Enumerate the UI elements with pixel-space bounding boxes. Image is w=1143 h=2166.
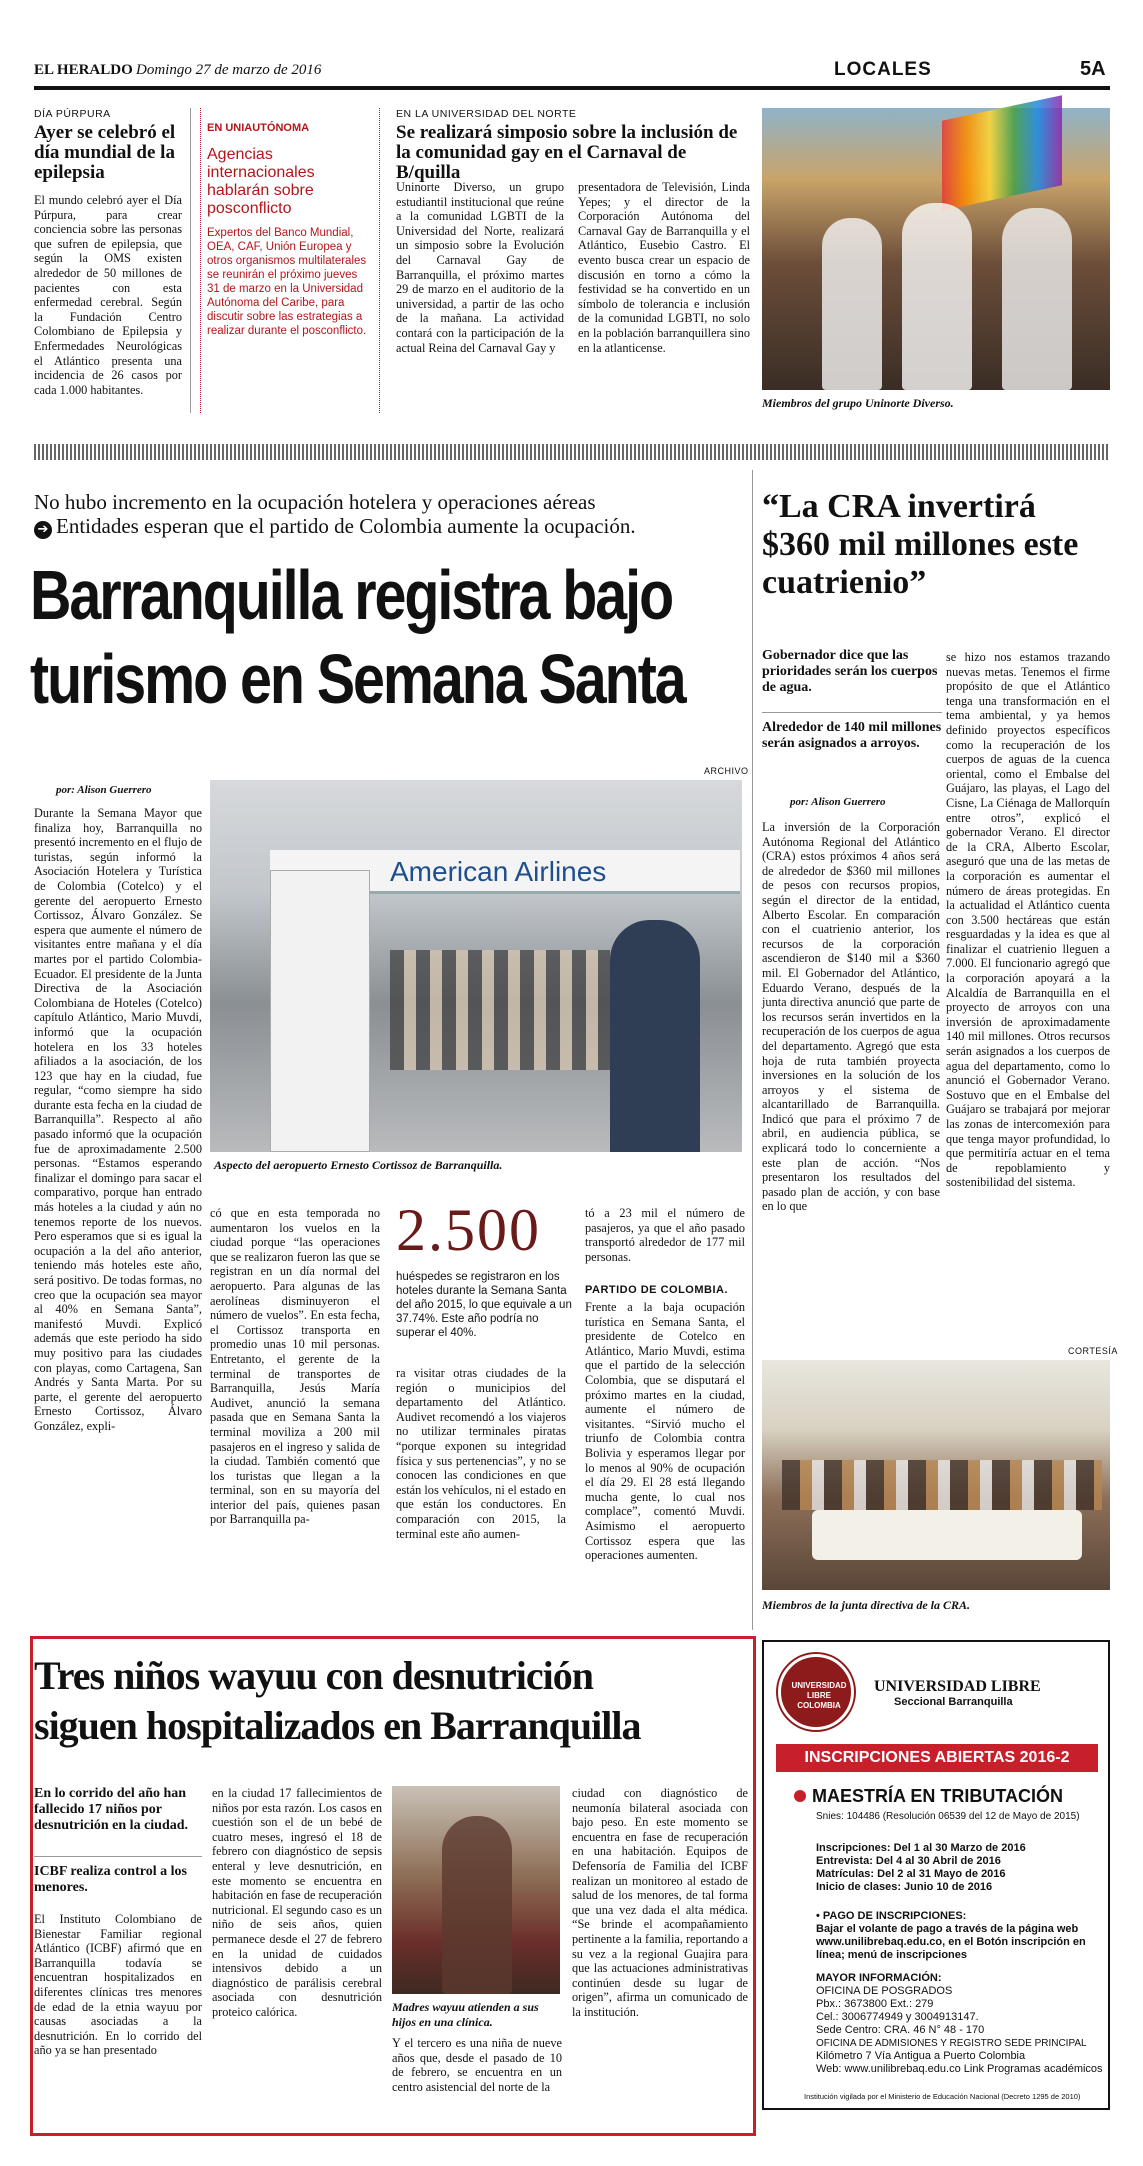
wayuu-col2: en la ciudad 17 fallecimientos de niños por esta razón. Los casos en cuestión son el de un bebé de cuatro meses, ingresó el 18 de febrero con diagnóstico de sepsis enteral y leve desnutrición, en este momento se encuentra en habitación en fase de recuperación nutricional. El segundo caso es un niño de seis años, quien permanece desde el 27 de febrero en la unidad de cuidados intensivos debido a un diagnóstico de parálisis cerebral asociada con desnutrición proteico calórica.	[212, 1786, 383, 2019]
cra-col1: La inversión de la Corporación Autónoma Regional del Atlántico (CRA) estos próximos 4 años será de alrededor de $360 mil millones de pesos con recursos propios, según el director de la entidad, Alberto Escolar. En comparación con el cuatrienio anterior, los recursos de la corporación ascendieron de $140 mil a $360 mil. El Gobernador del Atlántico, Eduardo Verano, después de la junta directiva anunció que parte de los recursos serán invertidos en la recuperación de los cuerpos de agua del departamento. Agregó que esta hoja de ruta también proyecta inversiones en la solución de los arroyos y el sistema de alcantarillado de Barranquilla. Indicó que para el próximo 7 de abril, en audiencia pública, se explicará todo lo concerniente a este plan de acción. “Nos presentaron los resultados del pasado plan de acción, y con base en lo que	[762, 820, 940, 1214]
ad-footer: Institución vigilada por el Ministerio de Educación Nacional (Decreto 1295 de 2010)	[804, 2092, 1081, 2101]
ad-program	[794, 1786, 1063, 1807]
tourism-photo-credit: ARCHIVO	[704, 766, 749, 776]
ad-info-line: OFICINA DE ADMISIONES Y REGISTRO SEDE PRINCIPAL	[816, 2038, 1087, 2049]
ad-entrevista: Entrevista: Del 4 al 30 Abril de 2016	[816, 1855, 1001, 1867]
ad-info-line: Cel.: 3006774949 y 3004913147.	[816, 2011, 979, 2023]
arrow-right-icon: ➔	[34, 521, 52, 539]
paper-name: EL HERALDO	[34, 62, 133, 78]
epilepsy-kicker: DÍA PÚRPURA	[34, 108, 111, 120]
wayuu-photo	[392, 1786, 560, 1994]
ad-banner: INSCRIPCIONES ABIERTAS 2016-2	[776, 1744, 1098, 1772]
masthead	[34, 58, 1110, 86]
tourism-col1: Durante la Semana Mayor que finaliza hoy, Barranquilla no presentó incremento en el flujo de turistas, según informó la Asociación Hotelera y Turística de Colombia (Cotelco) y el gerente del aeropuerto Ernesto Cortissoz, Álvaro González. Se espera que aumente el número de visitantes entre mañana y el día martes por el partido Colombia- Ecuador. El presidente de la Junta Directiva de la Asociación Colombiana de Hoteles (Cotelco) capítulo Atlántico, Mario Muvdi, informó que la ocupación hotelera en los 33 hoteles afiliados a la asociación, de los 123 que hay en la ciudad, fue regular, “como siempre ha sido durante esta fecha en la ciudad de Barranquilla”. Respecto al año pasado informó que la ocupación fue de aproximadamente 2.500 personas. “Estamos esperando finalizar el domingo para sacar el comparativo, porque han entrado más hoteles a la ciudad y aún no tenemos reporte de los nuevos. Pero esperamos que si es igual la ocupación a la del año anterior, teniendo más hoteles este año, será positivo. De todas formas, no creo que la ocupación sea mayor al 40% en Semana Santa”, manifestó Muvdi. Explicó además que este periodo ha sido muy positivo para las ciudades con playas, como Cartagena, San Andrés y Santa Marta. Por su parte, el gerente del aeropuerto Ernesto Cortissoz, Álvaro González, expli-	[34, 806, 202, 1433]
tourism-headline-1: Barranquilla registra bajo	[30, 556, 673, 634]
cra-byline: por: Alison Guerrero	[790, 796, 886, 808]
ad-info-title: MAYOR INFORMACIÓN:	[816, 1972, 942, 1984]
cra-sub2: Alrededor de 140 mil millones serán asignados a arroyos.	[762, 720, 942, 751]
ad-info-line: OFICINA DE POSGRADOS	[816, 1985, 953, 1997]
person-silhouette	[902, 203, 972, 390]
airport-photo	[210, 780, 742, 1152]
info-panel	[270, 870, 370, 1152]
ad-info-line: Sede Centro: CRA. 46 N° 48 - 170	[816, 2024, 985, 2036]
section-name: LOCALES	[834, 59, 932, 80]
rainbow-flag	[942, 95, 1062, 211]
airline-sign-text: American Airlines	[390, 856, 607, 887]
traveler-silhouette	[610, 920, 700, 1152]
simposio-col2: presentadora de Televisión, Linda Yepes; y el director de la Corporación Autónoma del Carnaval Gay de Barranquilla y el Atlántico, Eusebio Castro. El evento busca crear un espacio de discusión en torno a cómo la festividad se ha convertido en un símbolo de tolerancia e inclusión de la comunidad LGBTI, no solo en la población barranquillera sino en la atlanticense.	[578, 180, 750, 355]
tourism-headline-2: turismo en Semana Santa	[30, 640, 685, 718]
cra-headline: “La CRA invertirá $360 mil millones este cuatrienio”	[762, 488, 1079, 601]
ad-inscripciones: Inscripciones: Del 1 al 30 Marzo de 2016	[816, 1842, 1026, 1854]
deck-text-2: Entidades esperan que el partido de Colombia aumente la ocupación.	[56, 514, 636, 538]
attendees	[782, 1460, 1102, 1510]
tourism-col2: có que en esta temporada no aumentaron los vuelos en la ciudad porque “las operaciones que se realizaron fueron las que se registran en un día normal del aeropuerto. Para algunas de las aerolíneas disminuyeron el número de vuelos”. En esta fecha, el Cortissoz transporta en promedio unas 10 mil personas. Entretanto, el gerente de la terminal de transportes de Barranquilla, Jesús María Audivet, anunció la semana pasada que en Semana Santa la terminal moviliza a 200 mil pasajeros en el ingreso y salida de la ciudad. También comentó que los turistas que llegan a la terminal, son en su mayoría del interior del país, quienes pasan por Barranquilla pa-	[210, 1206, 380, 1527]
agencies-title: Agencias internacionales hablarán sobre posconflicto	[207, 146, 315, 217]
ad-info-line: Kilómetro 7 Vía Antigua a Puerto Colombia	[816, 2050, 1026, 2062]
simposio-col1: Uninorte Diverso, un grupo estudiantil institucional que reúne a la comunidad LGBTI de la Universidad del Norte, realizará un simposio sobre la Evolución del Carnaval Gay de Barranquilla, el próximo martes 29 de marzo en el auditorio de la universidad, a partir de las ocho de la mañana. La actividad contará con la participación de la actual Reina del Carnaval Gay y	[396, 180, 564, 355]
epilepsy-body: El mundo celebró ayer el Día Púrpura, para crear conciencia sobre las personas que sufren de epilepsia, que según la OMS existen alrededor de 50 millones de pacientes con esta enfermedad cerebral. Según la Fundación Centro Colombiano de Epilepsia y Enfermedades Neurológicas el Atlántico presenta una incidencia de 26 casos por cada 1.000 habitantes.	[34, 193, 182, 397]
sub-rule	[34, 1856, 202, 1857]
tourism-byline: por: Alison Guerrero	[56, 784, 152, 796]
person-silhouette	[822, 218, 882, 390]
queue-people	[390, 950, 610, 1070]
mother-silhouette	[442, 1816, 512, 1994]
section-divider	[34, 444, 1110, 460]
person-silhouette	[1002, 208, 1072, 390]
program-name: MAESTRÍA EN TRIBUTACIÓN	[812, 1786, 1063, 1806]
sub-rule	[762, 712, 942, 713]
cra-photo	[762, 1360, 1110, 1590]
tourism-col4: tó a 23 mil el número de pasajeros, ya que el año pasado transportó alrededor de 177 mil personas.	[585, 1206, 745, 1264]
meeting-table	[812, 1510, 1082, 1560]
wayuu-col3: Y el tercero es una niña de nueve años que, desde el pasado de 10 de febrero, se encuentra en un centro asistencial del norte de la	[392, 2036, 562, 2094]
big-number: 2.500	[396, 1197, 541, 1263]
ad-info-line: Pbx.: 3673800 Ext.: 279	[816, 1998, 934, 2010]
wayuu-col4: ciudad con diagnóstico de neumonía bilateral asociada con bajo peso. En este momento se encuentra en fase de recuperación en una habitación. Equipos de Defensoría de Familia del ICBF realizan un monitoreo al estado de salud de los menores, de tal forma que una vez dada el alta médica. “Se brinde el acompañamiento pertinente a la familia, reportando a su vez a la regional Guajira para que las actuaciones administrativas continúen desde su lugar de origen”, afirma un comunicado de la institución.	[572, 1786, 748, 2019]
tourism-subhead: PARTIDO DE COLOMBIA.	[585, 1284, 729, 1296]
issue-date: Domingo 27 de marzo de 2016	[136, 62, 322, 78]
cra-sub1: Gobernador dice que las prioridades serán los cuerpos de agua.	[762, 648, 938, 695]
wayuu-caption: Madres wayuu atienden a sus hijos en una clínica.	[392, 2000, 539, 2029]
ad-inicio: Inicio de clases: Junio 10 de 2016	[816, 1881, 993, 1893]
university-name: UNIVERSIDAD LIBRE	[874, 1678, 1041, 1695]
wayuu-headline-1: Tres niños wayuu con desnutrición	[34, 1653, 593, 1698]
university-seal	[778, 1654, 854, 1730]
epilepsy-headline: Ayer se celebró el día mundial de la epilepsia	[34, 122, 176, 183]
tourism-col4b: Frente a la baja ocupación turística en Semana Santa, el presidente de Cotelco en Atlántico, Mario Muvdi, estima que el partido de la selección Colombia, que se disputará el próximo martes en la ciudad, aumente el número de visitantes. “Sirvió mucho el triunfo de Colombia contra Bolivia y esperamos llegar por lo menos al 90% de ocupación el día 29. El 28 está llegando mucha gente, lo cual nos complace”, comentó Muvdi. Asimismo el aeropuerto Cortissoz espera que las operaciones aumenten.	[585, 1300, 745, 1563]
page-number: 5A	[1080, 58, 1106, 80]
column-rule	[190, 108, 191, 413]
wayuu-sub1: En lo corrido del año han fallecido 17 niños por desnutrición en la ciudad.	[34, 1786, 189, 1833]
big-number-text: huéspedes se registraron en los hoteles durante la Semana Santa del año 2015, lo que equivale a un 37.74%. Este año podría no superar el 40%.	[396, 1271, 572, 1339]
simposio-story	[396, 108, 752, 355]
wayuu-sub2: ICBF realiza control a los menores.	[34, 1864, 187, 1895]
cra-col2: se hizo nos estamos trazando nuevas metas. Tenemos el firme propósito de que el Atlántico tenga una transformación en el tema ambiental, y ya hemos definido proyectos específicos como la recuperación de los cuerpos de aguas de la cuenca oriental, como el Embalse del Guájaro, las playas, el Lago del Cisne, La Ciénaga de Mallorquín entre otros”, explicó el gobernador Verano. El director de la CRA, Alberto Escolar, aseguró que una de las metas de la corporación es aumentar el número de áreas protegidas. En la actualidad el Atlántico cuenta con 3.500 hectáreas que están resguardadas y la idea es que al finalizar el cuatrienio lleguen a 7.000. El funcionario agregó que la corporación apoyará a la Alcaldía de Barranquilla en el proyecto de arroyos con una inversión de aproximadamente 140 mil millones. Otros recursos serán asignados a los cuerpos de agua del departamento, como lo anunció el Gobernador Verano. Sostuvo que en el Embalse del Guájaro se trabajará por mejorar las zonas de intercomexión para que tenga mayor profundidad, lo que permitiría actuar en el tema de repoblamiento y sostenibilidad del sistema.	[946, 650, 1110, 1190]
cra-caption: Miembros de la junta directiva de la CRA.	[762, 1598, 971, 1612]
agencies-body: Expertos del Banco Mundial, OEA, CAF, Unión Europea y otros organismos multilaterales se reunirán el próximo jueves 31 de marzo en la Universidad Autónoma del Caribe, para discutir sobre las estrategias a realizar durante el posconflicto.	[207, 227, 367, 337]
deck-line-2	[34, 514, 754, 539]
simposio-kicker: EN LA UNIVERSIDAD DEL NORTE	[396, 108, 577, 120]
university-sede: Seccional Barranquilla	[894, 1696, 1013, 1708]
bullet-icon	[794, 1790, 806, 1802]
ad-snies: Snies: 104486 (Resolución 06539 del 12 de Mayo de 2015)	[816, 1811, 1080, 1822]
simposio-headline: Se realizará simposio sobre la inclusión de la comunidad gay en el Carnaval de B/quilla	[396, 122, 738, 183]
ad-pago-text[interactable]: Bajar el volante de pago a través de la página web www.unilibrebaq.edu.co, en el Botón inscripción en línea; menú de inscripciones	[816, 1923, 1086, 1961]
agencies-box	[200, 108, 380, 413]
tourism-col3: ra visitar otras ciudades de la región o municipios del departamento del Atlántico. Audivet recomendó a los viajeros no utilizar terminales piratas “porque exponen su integridad física y sus pertenencias”, y no se conocen las condiciones en que están los vehículos, ni el estado en que están los conductores. En comparación con 2015, la terminal este año aumen-	[396, 1366, 566, 1541]
seal-text: UNIVERSIDAD LIBRE COLOMBIA	[791, 1681, 847, 1710]
tourism-deck	[34, 490, 754, 539]
column-rule	[752, 470, 753, 1630]
uninorte-caption: Miembros del grupo Uninorte Diverso.	[762, 396, 954, 410]
ad-pago-title: • PAGO DE INSCRIPCIONES:	[816, 1910, 967, 1922]
uninorte-photo	[762, 108, 1110, 390]
deck-line-1: No hubo incremento en la ocupación hotelera y operaciones aéreas	[34, 490, 596, 514]
airport-caption: Aspecto del aeropuerto Ernesto Cortissoz de Barranquilla.	[214, 1158, 503, 1172]
epilepsy-story	[34, 108, 182, 397]
ad-matriculas: Matrículas: Del 2 al 31 Mayo de 2016	[816, 1868, 1006, 1880]
agencies-label: EN UNIAUTÓNOMA	[207, 122, 310, 134]
cra-photo-credit: CORTESÍA	[1068, 1346, 1118, 1356]
university-ad	[762, 1640, 1110, 2110]
ad-info-line[interactable]: Web: www.unilibrebaq.edu.co Link Programas académicos	[816, 2063, 1103, 2075]
wayuu-col1: El Instituto Colombiano de Bienestar Familiar regional Atlántico (ICBF) afirmó que en Barranquilla todavía se encuentran hospitalizados en diferentes clínicas tres menores de edad de la etnia wayuu por causas asociadas a la desnutrición. En lo corrido del año ya se han presentado	[34, 1912, 202, 2058]
wayuu-headline-2: siguen hospitalizados en Barranquilla	[34, 1703, 641, 1748]
header-rule	[34, 86, 1110, 90]
